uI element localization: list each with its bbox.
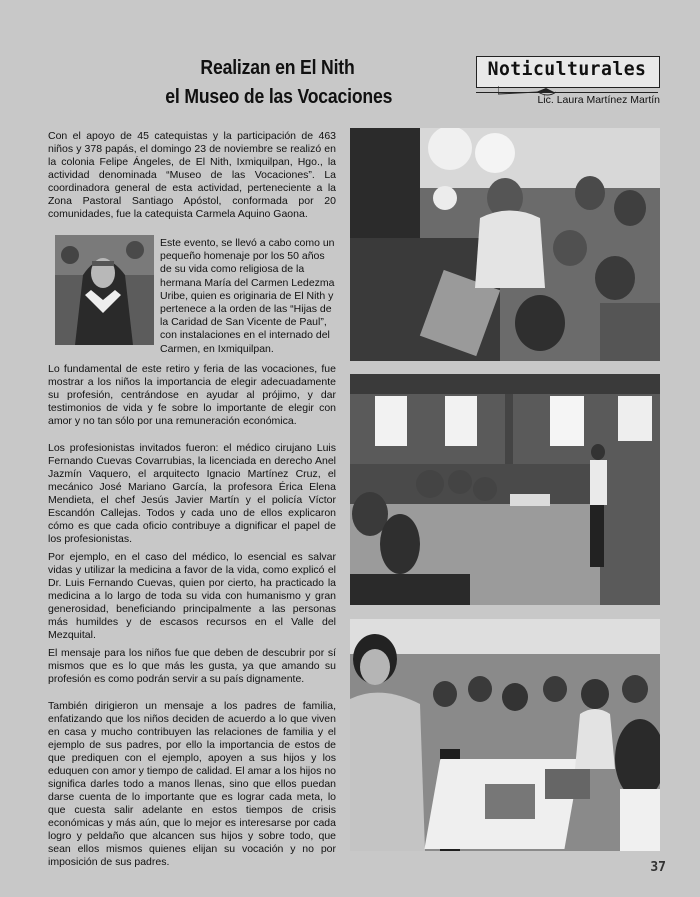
title-line-2: el Museo de las Vocaciones xyxy=(165,86,393,108)
byline-rule xyxy=(476,92,658,93)
byline: Lic. Laura Martínez Martín xyxy=(537,94,660,106)
children-exhibit-photo xyxy=(350,128,660,361)
children-books-photo xyxy=(350,619,660,851)
article-title xyxy=(165,54,393,112)
paragraph-4: Los profesionistas invitados fueron: el médico cirujano Luis Fernando Cuevas Covarrubias, la licenciada en derecho Anel Jazmín Vaquero, el arquitecto Ignacio Martínez Cruz, el mecánico José Mariano García, la profesora Érica Elena Mendieta, el chef Jesús Javier Martín y el policía Víctor Escandón Callejas. Todos y cada uno de ellos explicaron cómo es que cada oficio contribuye a dignificar el papel de los profesionistas. xyxy=(48,442,336,545)
paragraph-5: Por ejemplo, en el caso del médico, lo esencial es salvar vidas y utilizar la medicina a favor de la vida, como explicó el Dr. Luis Fernando Cuevas, quien por cierto, ha practicado la medicina a lo largo de toda su vida con humanismo y gran generosidad, beneficiando principalmente a las personas más humildes y de escasos recursos en el Valle del Mezquital. xyxy=(48,551,336,641)
nun-portrait-photo xyxy=(55,235,154,345)
page-number: 37 xyxy=(650,860,666,875)
paragraph-6: El mensaje para los niños fue que deben de descubrir por sí mismos que es lo que más les gusta, ya que amando su profesión es como podrán servir a su país dignamente. xyxy=(48,647,336,685)
paragraph-1: Con el apoyo de 45 catequistas y la participación de 463 niños y 378 papás, el domingo 23 de noviembre se realizó en la colonia Felipe Ángeles, de El Nith, Ixmiquilpan, Hgo., la actividad denominada “Museo de las Vocaciones”. La coordinadora general de esta actividad, perteneciente a la Zona Pastoral Santiago Apóstol, conformada por 20 comunidades, fue la catequista Carmela Aquino Gaona. xyxy=(48,130,336,220)
section-name: Noticulturales xyxy=(487,58,647,80)
paragraph-7: También dirigieron un mensaje a los padres de familia, enfatizando que los niños deciden de acuerdo a lo que viven en casa y mucho contribuyen las relaciones de familia y el ejemplo de sus padres, por ello la importancia de estos de que prediquen con el ejemplo, apoyen a sus hijos y los eduquen con amor y tiempo de calidad. El amar a los hijos no significa darles todo a manos llenas, sino que ellos puedan darse cuenta de lo importante que es lograr cada meta, lo que cuesta salir adelante en estos tiempos de crisis económicas y más aún, que lo mejor es interesarse por cada logro y peldaño que alcancen sus hijos y sobre todo, que sean ellos mismos quienes elijan su vocación y no por imposición de sus padres. xyxy=(48,700,336,868)
paragraph-3: Lo fundamental de este retiro y feria de las vocaciones, fue mostrar a los niños la importancia de elegir adecuadamente su profesión, centrándose en ayudar al prójimo, y dar testimonios de vida y fe sobre lo importante de elegir con amor y no tan sólo por una remuneración económica. xyxy=(48,363,336,427)
title-line-1: Realizan en El Nith xyxy=(200,57,355,79)
paragraph-2: Este evento, se llevó a cabo como un pequeño homenaje por los 50 años de su vida como religiosa de la hermana María del Carmen Ledezma Uribe, quien es originaria de El Nith y pertenece a la orden de las “Hijas de la Caridad de San Vicente de Paul”, con instalaciones en el internado del Carmen, en Ixmiquilpan. xyxy=(160,237,335,355)
classroom-talk-photo xyxy=(350,374,660,605)
section-header xyxy=(476,56,660,106)
